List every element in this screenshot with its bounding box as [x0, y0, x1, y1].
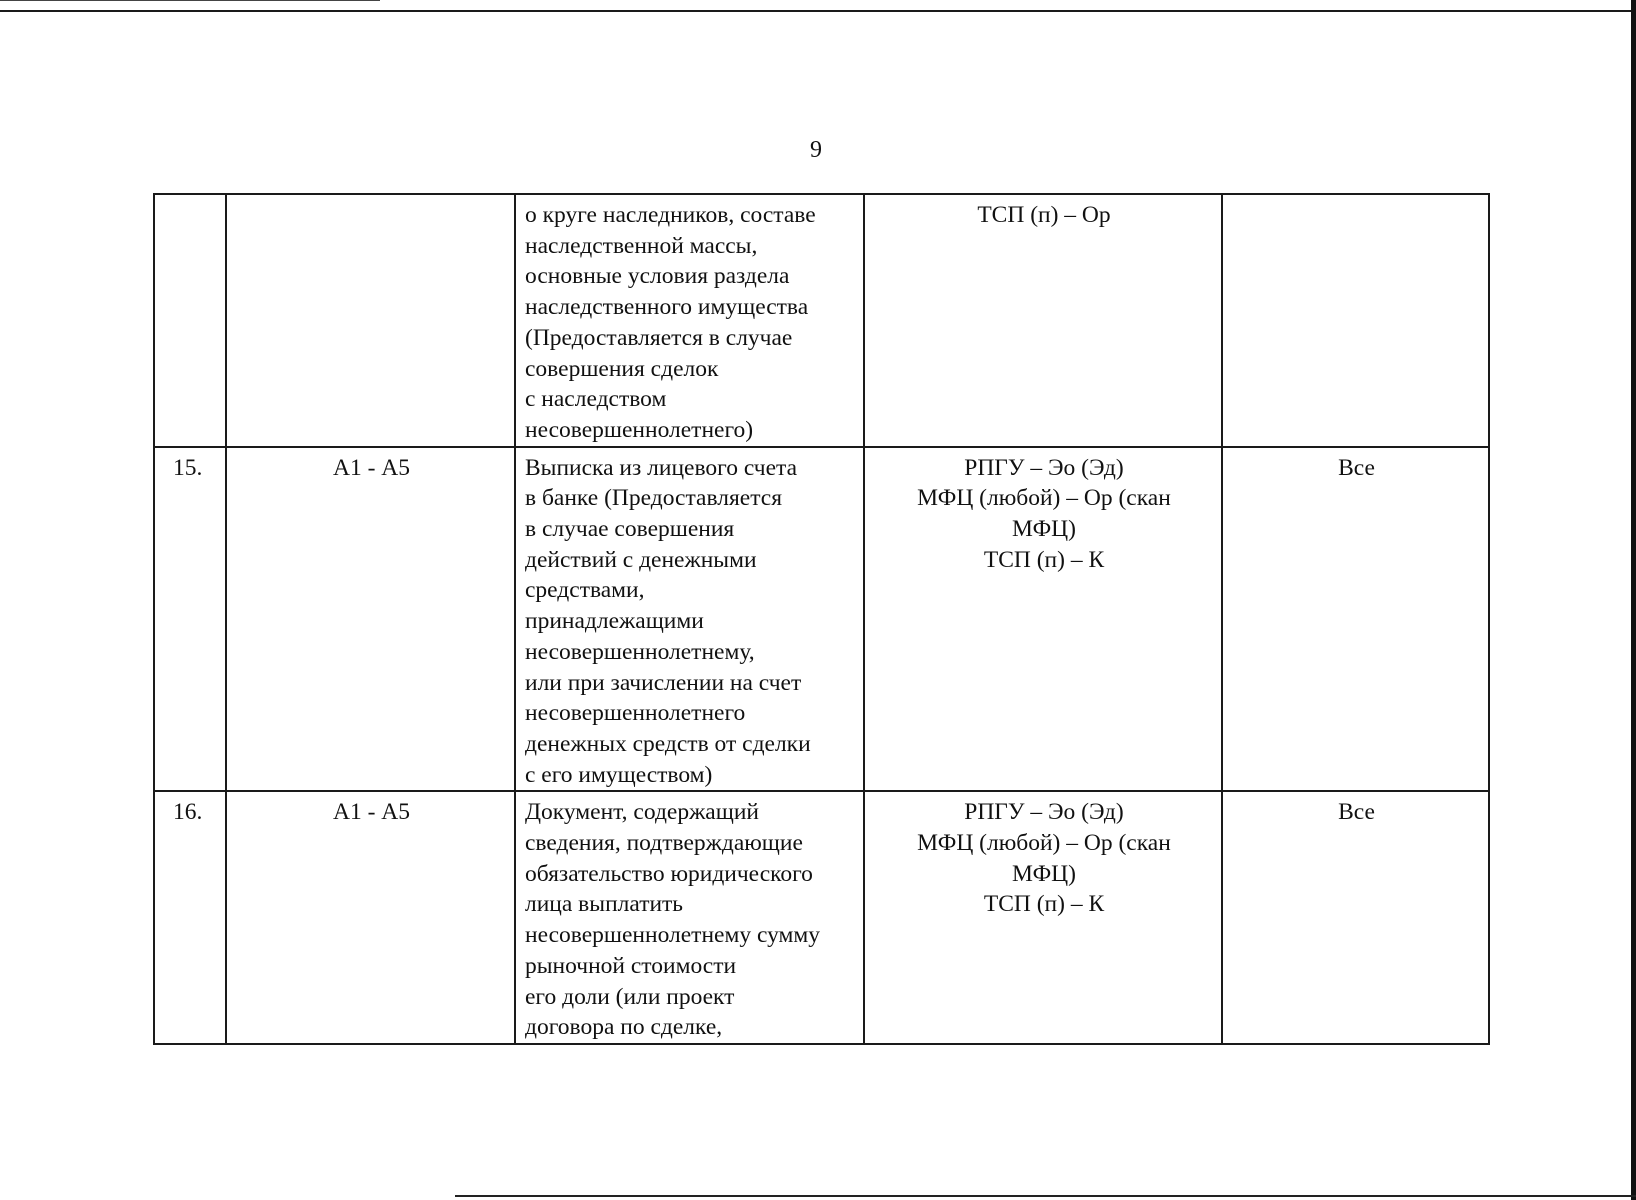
document-line: средствами,: [525, 577, 645, 604]
submission-channels-cell: [864, 194, 1222, 447]
channel-line: МФЦ): [1012, 860, 1076, 887]
channel-line: РПГУ – Эо (Эд): [964, 799, 1124, 826]
document-line: рыночной стоимости: [525, 952, 737, 979]
document-line: лица выплатить: [525, 891, 684, 918]
document-line: с наследством: [525, 386, 667, 413]
table-row: [154, 194, 1489, 447]
document-line: договора по сделке,: [525, 1014, 723, 1041]
table-row: [154, 447, 1489, 792]
document-description-cell: [515, 447, 864, 792]
channel-line: РПГУ – Эо (Эд): [964, 454, 1124, 481]
scan-border-top-thin: [0, 0, 380, 1]
document-line: несовершеннолетнему,: [525, 638, 755, 665]
category-cell: Все: [1222, 791, 1489, 1044]
document-line: (Предоставляется в случае: [525, 324, 793, 351]
document-line: его доли (или проект: [525, 983, 735, 1010]
channel-line: МФЦ (любой) – Ор (скан: [917, 830, 1171, 857]
channel-line: МФЦ (любой) – Ор (скан: [917, 485, 1171, 512]
channel-line: ТСП (п) – Ор: [977, 202, 1111, 228]
scan-border-bottom: [455, 1195, 1636, 1197]
document-line: наследственной массы,: [525, 232, 758, 259]
document-line: Выписка из лицевого счета: [525, 454, 798, 481]
document-line: несовершеннолетнего: [525, 700, 746, 727]
document-line: в случае совершения: [525, 516, 735, 543]
applicants-cell: А1 - А5: [226, 447, 515, 792]
document-line: основные условия раздела: [525, 263, 790, 290]
category-cell: Все: [1222, 447, 1489, 792]
submission-channels-cell: [864, 447, 1222, 792]
document-description-cell: [515, 194, 864, 447]
document-line: принадлежащими: [525, 608, 704, 635]
page-number: 9: [810, 137, 822, 163]
category-cell: [1222, 194, 1489, 447]
applicants-cell: А1 - А5: [226, 791, 515, 1044]
row-number-cell: 16.: [154, 791, 226, 1044]
document-line: сведения, подтверждающие: [525, 830, 803, 857]
submission-channels-cell: [864, 791, 1222, 1044]
documents-table: [153, 193, 1490, 1045]
document-line: обязательство юридического: [525, 860, 813, 887]
document-line: Документ, содержащий: [525, 799, 759, 826]
document-line: денежных средств от сделки: [525, 730, 811, 757]
document-line: наследственного имущества: [525, 294, 809, 321]
document-line: в банке (Предоставляется: [525, 485, 782, 512]
document-line: действий с денежными: [525, 546, 757, 573]
document-line: совершения сделок: [525, 355, 719, 382]
row-number-cell: [154, 194, 226, 447]
applicants-cell: [226, 194, 515, 447]
scan-border-top: [0, 10, 1636, 12]
document-line: несовершеннолетнего): [525, 416, 754, 443]
channel-line: ТСП (п) – К: [983, 546, 1105, 573]
scan-border-right: [1631, 0, 1636, 1200]
table-row: [154, 791, 1489, 1044]
document-line: с его имуществом): [525, 761, 713, 788]
document-description-cell: [515, 791, 864, 1044]
document-line: или при зачислении на счет: [525, 669, 802, 696]
channel-line: ТСП (п) – К: [983, 891, 1105, 918]
channel-line: МФЦ): [1012, 516, 1076, 543]
document-line: несовершеннолетнему сумму: [525, 922, 821, 949]
document-line: о круге наследников, составе: [525, 202, 816, 228]
row-number-cell: 15.: [154, 447, 226, 792]
